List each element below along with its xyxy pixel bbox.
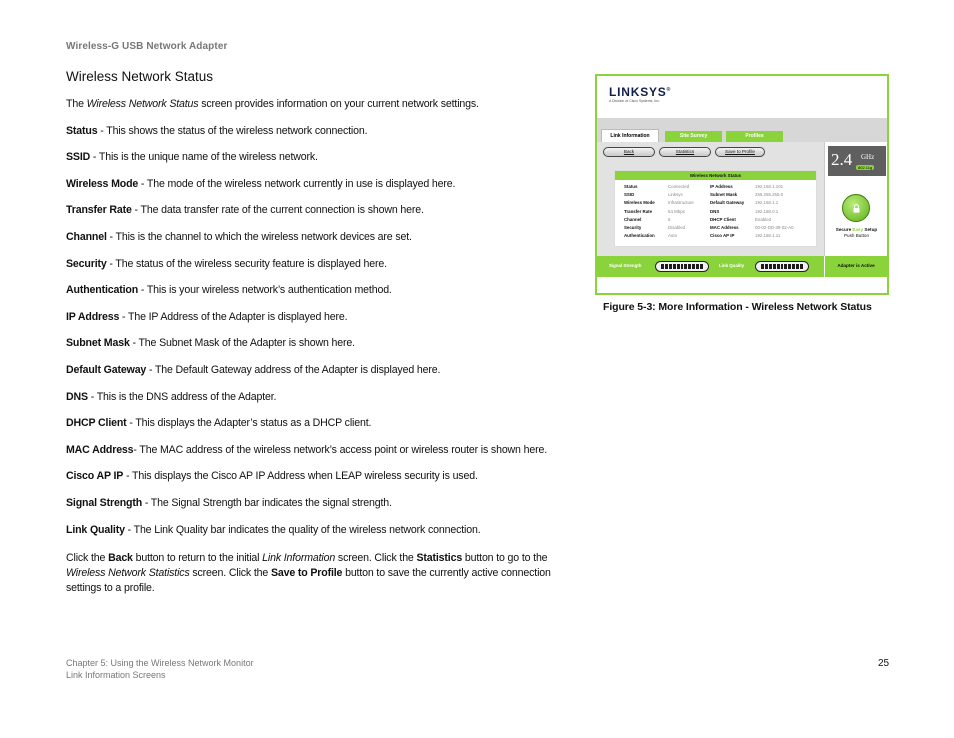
status-value: 192.168.1.1	[755, 200, 779, 206]
meter-segment	[800, 264, 803, 269]
definition-paragraph	[66, 177, 571, 191]
status-value: Auto	[668, 233, 678, 239]
closing-back-term: Back	[108, 551, 133, 564]
band-badge	[828, 146, 886, 176]
status-key: SSID	[624, 192, 635, 198]
meter-segment	[692, 264, 695, 269]
meter-segment	[796, 264, 799, 269]
meter-segment	[792, 264, 795, 269]
secure-easy-setup-label	[825, 227, 888, 232]
status-key: Transfer Rate	[624, 208, 653, 214]
running-head: Wireless-G USB Network Adapter	[66, 41, 228, 52]
band-number: 2.4	[831, 150, 853, 169]
status-value: Linksys	[668, 192, 683, 198]
linksys-logo	[609, 85, 671, 99]
signal-strength-label: Signal Strength	[609, 263, 642, 268]
closing-save-term: Save to Profile	[270, 566, 343, 579]
tab-link-information[interactable]: Link Information	[601, 129, 659, 142]
meter-segment	[788, 264, 791, 269]
definition-text: - This is the channel to which the wireless network devices are set.	[106, 230, 412, 243]
meter-segment	[661, 264, 664, 269]
closing-link-info-term: Link Information	[262, 551, 336, 564]
definition-text: - The status of the wireless security feature is displayed here.	[106, 257, 387, 270]
definition-text: - The Signal Strength bar indicates the signal strength.	[142, 496, 392, 509]
definition-text: - The IP Address of the Adapter is displayed here.	[119, 310, 348, 323]
status-key: Wireless Mode	[624, 200, 655, 206]
meter-segment	[784, 264, 787, 269]
definition-term: DNS	[66, 390, 88, 403]
definition-text: - The Subnet Mask of the Adapter is shown here.	[129, 337, 355, 350]
status-key: Subnet Mask	[710, 192, 738, 198]
definition-paragraph	[66, 496, 571, 510]
status-key: DNS	[710, 208, 720, 214]
signal-strength-meter	[655, 261, 709, 272]
status-key: Security	[624, 225, 642, 230]
definition-term: Cisco AP IP	[66, 470, 124, 483]
definition-paragraph	[66, 310, 571, 324]
tab-site-survey[interactable]: Site Survey	[665, 131, 722, 142]
meter-segment	[677, 264, 680, 269]
closing-statistics-screen-term: Wireless Network Statistics	[66, 566, 190, 579]
status-value: Disabled	[668, 225, 686, 230]
definition-text: - The mode of the wireless network currently in use is displayed here.	[138, 177, 456, 190]
meter-segment	[781, 264, 784, 269]
meter-segment	[681, 264, 684, 269]
definition-term: Channel	[66, 230, 107, 243]
linksys-screenshot	[595, 74, 889, 295]
meter-segment	[696, 264, 699, 269]
intro-pre: The	[66, 98, 87, 110]
brand-area	[597, 76, 887, 118]
figure-caption: Figure 5-3: More Information - Wireless Network Status	[603, 301, 872, 313]
definition-text: - The MAC address of the wireless network’s access point or wireless router is shown here.	[133, 443, 547, 456]
status-key: Channel	[624, 216, 642, 222]
status-value: Enabled	[755, 216, 772, 222]
definition-term: Status	[66, 124, 98, 137]
lock-icon	[853, 204, 860, 213]
status-key: DHCP Client	[710, 216, 736, 222]
definition-term: DHCP Client	[66, 417, 127, 430]
meter-segment	[669, 264, 672, 269]
secure-easy-setup-button[interactable]	[842, 194, 870, 222]
status-value: Infrastructure	[668, 200, 694, 206]
closing-statistics-term: Statistics	[416, 551, 463, 564]
definition-text: - The data transfer rate of the current connection is shown here.	[131, 204, 424, 217]
closing-text: button to go to the	[462, 551, 548, 564]
definition-term: Link Quality	[66, 523, 125, 536]
status-bar	[597, 256, 887, 277]
closing-paragraph	[66, 551, 571, 596]
meter-segment	[777, 264, 780, 269]
statistics-button[interactable]: Statistics	[659, 147, 711, 157]
section-title: Wireless Network Status	[66, 69, 214, 84]
status-value: 192.168.0.1	[755, 208, 779, 214]
status-key: Authentication	[624, 233, 655, 239]
definition-paragraph	[66, 257, 571, 271]
logo-mark: ®	[666, 87, 672, 93]
back-button[interactable]: Back	[603, 147, 655, 157]
meter-segment	[665, 264, 668, 269]
definition-term: Transfer Rate	[66, 204, 132, 217]
definition-text: - This displays the Cisco AP IP Address when LEAP wireless security is used.	[123, 470, 478, 483]
secure-post: Setup	[863, 227, 878, 232]
definition-text: - This displays the Adapter’s status as a DHCP client.	[126, 417, 372, 430]
definition-text: - This shows the status of the wireless network connection.	[97, 124, 368, 137]
meter-segment	[684, 264, 687, 269]
meter-segment	[673, 264, 676, 269]
definition-paragraph	[66, 469, 571, 483]
body-text	[66, 97, 571, 608]
closing-text: screen. Click the	[189, 566, 271, 579]
definition-paragraph	[66, 283, 571, 297]
definition-paragraph	[66, 363, 571, 377]
definition-text: - This is the unique name of the wireless network.	[90, 151, 318, 164]
status-key: Cisco AP IP	[710, 233, 735, 239]
status-key: IP Address	[710, 184, 733, 189]
status-value: 192.168.1.101	[755, 184, 784, 189]
definition-paragraph	[66, 150, 571, 164]
definition-term: MAC Address	[66, 443, 134, 456]
secure-pre: Secure	[835, 227, 853, 232]
definition-paragraph	[66, 416, 571, 430]
logo-subtitle: A Division of Cisco Systems, Inc.	[609, 99, 660, 103]
status-value: 255.255.255.0	[755, 192, 784, 198]
definition-paragraph	[66, 230, 571, 244]
status-value: 6	[668, 216, 671, 222]
definition-text: - This is your wireless network’s authentication method.	[138, 284, 392, 297]
definition-term: Authentication	[66, 284, 139, 297]
definition-term: Security	[66, 257, 107, 270]
definition-term: IP Address	[66, 310, 120, 323]
status-box-title: Wireless Network Status	[615, 171, 816, 180]
closing-text: button to save the currently active connection settings to a profile.	[66, 566, 551, 594]
meter-segment	[761, 264, 764, 269]
link-quality-label: Link Quality	[719, 263, 745, 268]
main-panel	[597, 142, 824, 256]
link-quality-meter	[755, 261, 809, 272]
meter-segment	[773, 264, 776, 269]
adapter-status: Adapter is Active	[837, 263, 875, 268]
secure-easy: Easy	[852, 227, 864, 232]
definition-paragraph	[66, 203, 571, 217]
footer-chapter: Chapter 5: Using the Wireless Network Monitor	[66, 658, 254, 668]
page-number: 25	[878, 658, 890, 669]
meter-segment	[769, 264, 772, 269]
intro-paragraph	[66, 97, 571, 111]
side-panel	[824, 142, 887, 256]
push-button-label: Push Button	[843, 233, 870, 238]
status-key: Default Gateway	[710, 200, 745, 206]
status-value: Connected	[668, 184, 690, 189]
meter-segment	[765, 264, 768, 269]
meter-segment	[700, 264, 703, 269]
tab-bar	[597, 118, 887, 142]
definition-paragraph	[66, 390, 571, 404]
definition-text: - The Link Quality bar indicates the quality of the wireless network connection.	[124, 523, 481, 536]
definition-paragraph	[66, 443, 571, 457]
definition-term: Wireless Mode	[66, 177, 139, 190]
logo-text: LINKSYS	[609, 85, 667, 99]
band-unit: GHz	[861, 153, 875, 161]
status-key: Status	[624, 184, 638, 189]
closing-text: button to return to the initial	[132, 551, 263, 564]
definition-term: Signal Strength	[66, 496, 143, 509]
definition-term: Default Gateway	[66, 363, 147, 376]
meter-segment	[688, 264, 691, 269]
footer-section: Link Information Screens	[66, 670, 166, 680]
definition-term: SSID	[66, 151, 91, 164]
tab-profiles[interactable]: Profiles	[726, 131, 783, 142]
status-key: MAC Address	[710, 225, 739, 230]
status-box	[614, 170, 817, 247]
status-value: 54 Mbps	[668, 208, 685, 214]
intro-screen-name: Wireless Network Status	[86, 98, 199, 110]
definition-paragraph	[66, 523, 571, 537]
intro-post: screen provides information on your current network settings.	[198, 98, 479, 110]
definition-paragraph	[66, 336, 571, 350]
definition-term: Subnet Mask	[66, 337, 130, 350]
definition-list	[66, 124, 571, 537]
definition-text: - This is the DNS address of the Adapter.	[87, 390, 277, 403]
save-to-profile-button[interactable]: Save to Profile	[715, 147, 765, 157]
status-value: 192.168.1.11	[755, 233, 781, 239]
closing-text: screen. Click the	[335, 551, 417, 564]
definition-paragraph	[66, 124, 571, 138]
closing-text: Click the	[66, 551, 109, 564]
band-standard: 802.11g	[858, 165, 873, 170]
definition-text: - The Default Gateway address of the Adapter is displayed here.	[146, 363, 441, 376]
status-value: 00-02-DD-39-02-A0	[755, 225, 794, 230]
